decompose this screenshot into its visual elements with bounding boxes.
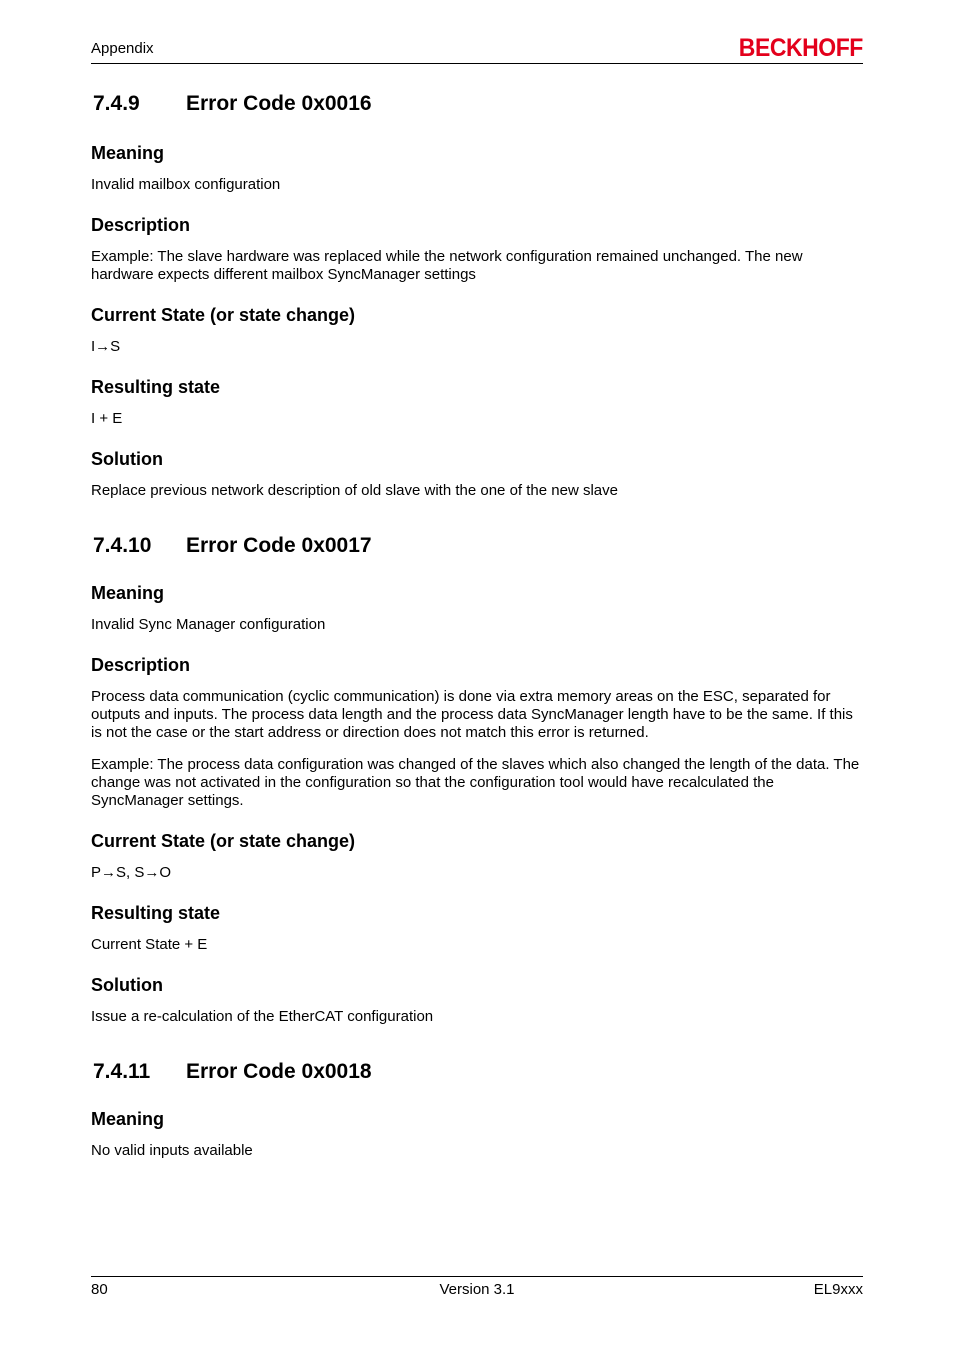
description-text: Example: The slave hardware was replaced while the network configuration remained unchanged. The new hardware expects different mailbox SyncManager settings	[91, 248, 803, 283]
description-heading: Description	[91, 215, 191, 235]
description-heading: Description	[91, 655, 191, 675]
meaning-text: Invalid Sync Manager configuration	[91, 616, 326, 633]
running-header: Appendix	[91, 40, 154, 57]
section-title: Error Code 0x0017	[186, 534, 372, 557]
document-version: Version 3.1	[439, 1281, 515, 1298]
solution-heading: Solution	[91, 449, 163, 469]
meaning-heading: Meaning	[91, 583, 165, 603]
section-number: 7.4.9	[93, 92, 140, 115]
description-text: Example: The process data configuration was changed of the slaves which also changed the length of the data. The change was not activated in the configuration so that the configuration tool would have recalculated the SyncManager settings.	[91, 756, 860, 809]
resulting-state-heading: Resulting state	[91, 377, 221, 397]
section-heading-0x0016	[91, 92, 863, 116]
current-state-text: P→S, S→O	[91, 864, 172, 881]
footer-divider	[91, 1276, 863, 1277]
section-heading-0x0017	[91, 534, 863, 558]
product-name: EL9xxx	[813, 1281, 863, 1298]
header-divider	[91, 63, 863, 64]
section-number: 7.4.10	[93, 534, 152, 557]
meaning-heading: Meaning	[91, 143, 165, 163]
section-title: Error Code 0x0018	[186, 1060, 372, 1083]
current-state-heading: Current State (or state change)	[91, 305, 356, 325]
current-state-heading: Current State (or state change)	[91, 831, 356, 851]
solution-text: Issue a re-calculation of the EtherCAT configuration	[91, 1008, 434, 1025]
page-number: 80	[91, 1281, 108, 1298]
section-number: 7.4.11	[93, 1060, 151, 1083]
meaning-text: No valid inputs available	[91, 1142, 253, 1159]
current-state-text: I→S	[91, 338, 121, 355]
beckhoff-logo: BECKHOFF	[738, 34, 863, 62]
section-title: Error Code 0x0016	[186, 92, 372, 115]
solution-heading: Solution	[91, 975, 163, 995]
page-content	[91, 92, 863, 1160]
description-text: Process data communication (cyclic communication) is done via extra memory areas on the ESC, separated for outputs and inputs. The process data length and the process data SyncManager length have to be the same. If this is not the case or the start address or direction does not match this error is returned.	[91, 688, 853, 741]
meaning-text: Invalid mailbox configuration	[91, 176, 281, 193]
section-heading-0x0018	[91, 1060, 863, 1084]
resulting-state-text: Current State + E	[91, 936, 208, 953]
solution-text: Replace previous network description of old slave with the one of the new slave	[91, 482, 618, 499]
resulting-state-heading: Resulting state	[91, 903, 221, 923]
meaning-heading: Meaning	[91, 1109, 165, 1129]
resulting-state-text: I + E	[91, 410, 123, 427]
